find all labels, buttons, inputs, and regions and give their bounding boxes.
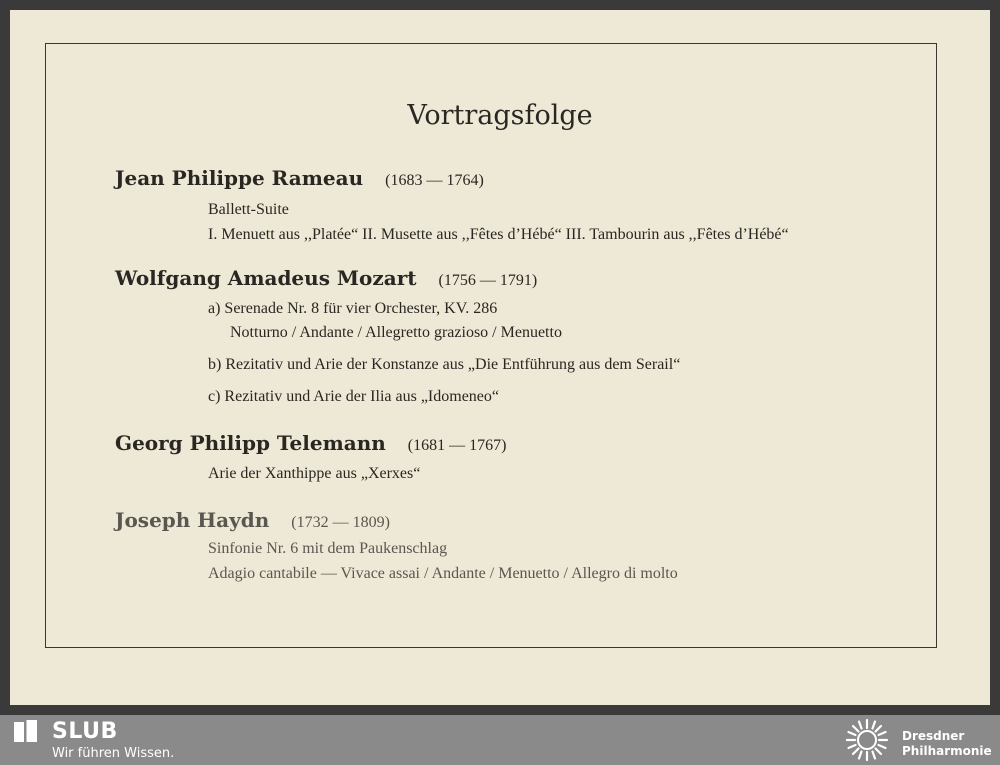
composer-heading xyxy=(115,508,390,532)
composer-name: Jean Philippe Rameau xyxy=(115,166,364,190)
philharmonie-name-line1: Dresdner xyxy=(902,729,965,743)
work-movements: Adagio cantabile — Vivace assai / Andante / Menuetto / Allegro di molto xyxy=(208,565,678,582)
composer-heading xyxy=(115,266,537,290)
composer-years: (1683 — 1764) xyxy=(385,172,484,189)
page-frame xyxy=(45,43,937,648)
work-title: Ballett-Suite xyxy=(208,201,289,218)
work-title: Arie der Xanthippe aus „Xerxes“ xyxy=(208,465,421,482)
sunburst-logo-icon xyxy=(842,716,892,764)
footer-bar xyxy=(0,715,1000,765)
composer-name: Wolfgang Amadeus Mozart xyxy=(115,266,417,290)
composer-heading xyxy=(115,431,506,455)
slub-tagline: Wir führen Wissen. xyxy=(52,746,175,761)
composer-name: Georg Philipp Telemann xyxy=(115,431,386,455)
philharmonie-name-line2: Philharmonie xyxy=(902,744,992,758)
work-movements: I. Menuett aus ,,Platée“ II. Musette aus ,,Fêtes d’Hébé“ III. Tambourin aus ,,Fêtes d’Hébé“ xyxy=(208,226,789,243)
work-title: Sinfonie Nr. 6 mit dem Paukenschlag xyxy=(208,540,448,557)
slub-logo-text: SLUB xyxy=(52,719,118,744)
work-movements: Notturno / Andante / Allegretto grazioso / Menuetto xyxy=(230,324,562,341)
composer-heading xyxy=(115,166,484,190)
composer-years: (1732 — 1809) xyxy=(291,514,390,531)
composer-name: Joseph Haydn xyxy=(115,508,270,532)
work-title: c) Rezitativ und Arie der Ilia aus „Idomeneo“ xyxy=(208,388,499,405)
work-title: b) Rezitativ und Arie der Konstanze aus „Die Entführung aus dem Serail“ xyxy=(208,356,681,373)
composer-years: (1681 — 1767) xyxy=(407,437,507,454)
book-icon xyxy=(12,718,40,746)
program-title: Vortragsfolge xyxy=(407,100,593,131)
composer-years: (1756 — 1791) xyxy=(438,272,538,289)
work-title: a) Serenade Nr. 8 für vier Orchester, KV. 286 xyxy=(208,300,498,317)
